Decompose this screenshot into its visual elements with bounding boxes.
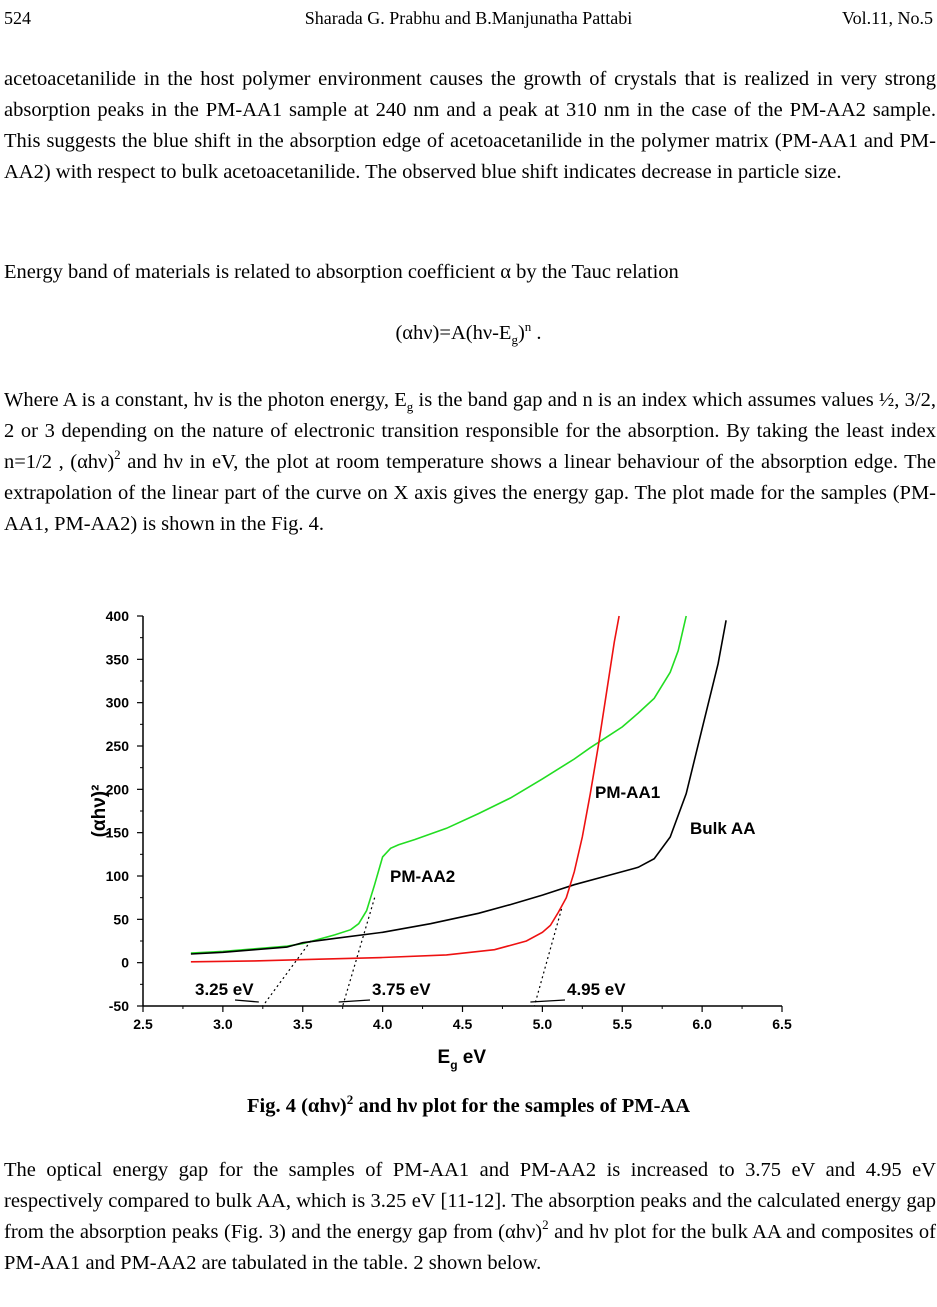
figure-caption: Fig. 4 $(\alpha h\nu)^2$ and hν plot for the samples of PM-AA [246, 1092, 691, 1117]
tauc-equation: $(\alpha h\nu)=A(h\nu-E_g)^n$ . [395, 319, 542, 348]
paragraph-energy-gap: The optical energy gap for the samples of PM-AA1 and PM-AA2 is increased to 3.75 eV and 4.95 eV respectively compared to bulk AA, which is 3.25 eV [11-12]. The absorption peaks and the calculated energy gap from the absorption peaks (Fig. 3) and the energy gap from $(\alpha h\nu)^2$ and hν plot for the bulk AA and composites of PM-AA1 and PM-AA2 are tabulated in the table. 2 shown below. [4, 1159, 936, 1274]
running-header [4, 8, 933, 32]
tick-labels [89, 608, 792, 1072]
paragraph-tauc-explanation: Where A is a constant, hν is the photon energy, $E_g$ is the band gap and n is an index which assumes values ½, 3/2, 2 or 3 depending on the nature of electronic transition responsible for the absorption. By taking the least index n=1/2 , $(\alpha h\nu)^2$ and hν in eV, the plot at room temperature shows a linear behaviour of the absorption edge. The extrapolation of the linear part of the curve on X axis gives the energy gap. The plot made for the samples (PM-AA1, PM-AA2) is shown in the Fig. 4. [4, 389, 937, 535]
energy-gap-annotation: 3.75 eV [372, 980, 431, 999]
y-tick-label: 300 [105, 694, 129, 711]
annotation-arrow [339, 1000, 370, 1002]
tauc-plot-figure [80, 600, 840, 1090]
header-volume: Vol.11, No.5 [841, 8, 933, 28]
y-tick-label: 350 [105, 651, 129, 668]
series-label: Bulk AA [690, 819, 756, 838]
x-tick-label: 5.5 [612, 1016, 632, 1032]
x-tick-label: 4.5 [452, 1016, 473, 1032]
extrapolation-line [534, 909, 561, 1006]
x-tick-label: 5.0 [532, 1016, 553, 1032]
series-label: PM-AA1 [595, 783, 661, 802]
x-tick-label: 6.5 [772, 1016, 792, 1032]
y-tick-label: -50 [108, 998, 129, 1014]
extrapolation-line [263, 941, 311, 1006]
y-tick-label: 250 [105, 738, 129, 754]
y-tick-label: 400 [105, 608, 129, 624]
x-tick-label: 6.0 [692, 1016, 712, 1032]
energy-gap-annotation: 3.25 eV [195, 980, 254, 999]
header-authors: Sharada G. Prabhu and B.Manjunatha Pattabi [304, 8, 633, 28]
y-tick-label: 0 [121, 954, 129, 971]
x-tick-label: 4.0 [372, 1016, 393, 1032]
x-tick-label: 3.0 [213, 1016, 233, 1032]
y-tick-label: 150 [105, 824, 129, 841]
plot-axes [137, 616, 782, 1012]
energy-gap-annotation: 4.95 eV [567, 980, 626, 999]
y-tick-label: 50 [113, 911, 129, 928]
x-tick-label: 3.5 [293, 1016, 313, 1032]
annotation-arrow [235, 1000, 259, 1002]
y-axis-title: (αhν)² [89, 784, 110, 838]
paragraph-tauc-intro: Energy band of materials is related to absorption coefficient α by the Tauc relation [4, 261, 679, 283]
y-tick-label: 100 [105, 868, 129, 884]
extrapolation-line [343, 898, 375, 1006]
series-label: PM-AA2 [390, 867, 456, 886]
page-number: 524 [4, 8, 31, 28]
x-axis-title: $E_g$ eV [437, 1047, 487, 1072]
y-tick-label: 200 [105, 781, 129, 798]
x-tick-label: 2.5 [133, 1016, 153, 1032]
paragraph-absorption-peaks: acetoacetanilide in the host polymer environment causes the growth of crystals that is realized in very strong absorption peaks in the PM-AA1 sample at 240 nm and a peak at 310 nm in the case of the PM-AA2 sample. This suggests the blue shift in the absorption edge of acetoacetanilide in the polymer matrix (PM-AA1 and PM-AA2) with respect to bulk acetoacetanilide. The observed blue shift indicates decrease in particle size. [4, 68, 936, 183]
series-line-pm-aa1 [191, 616, 619, 962]
